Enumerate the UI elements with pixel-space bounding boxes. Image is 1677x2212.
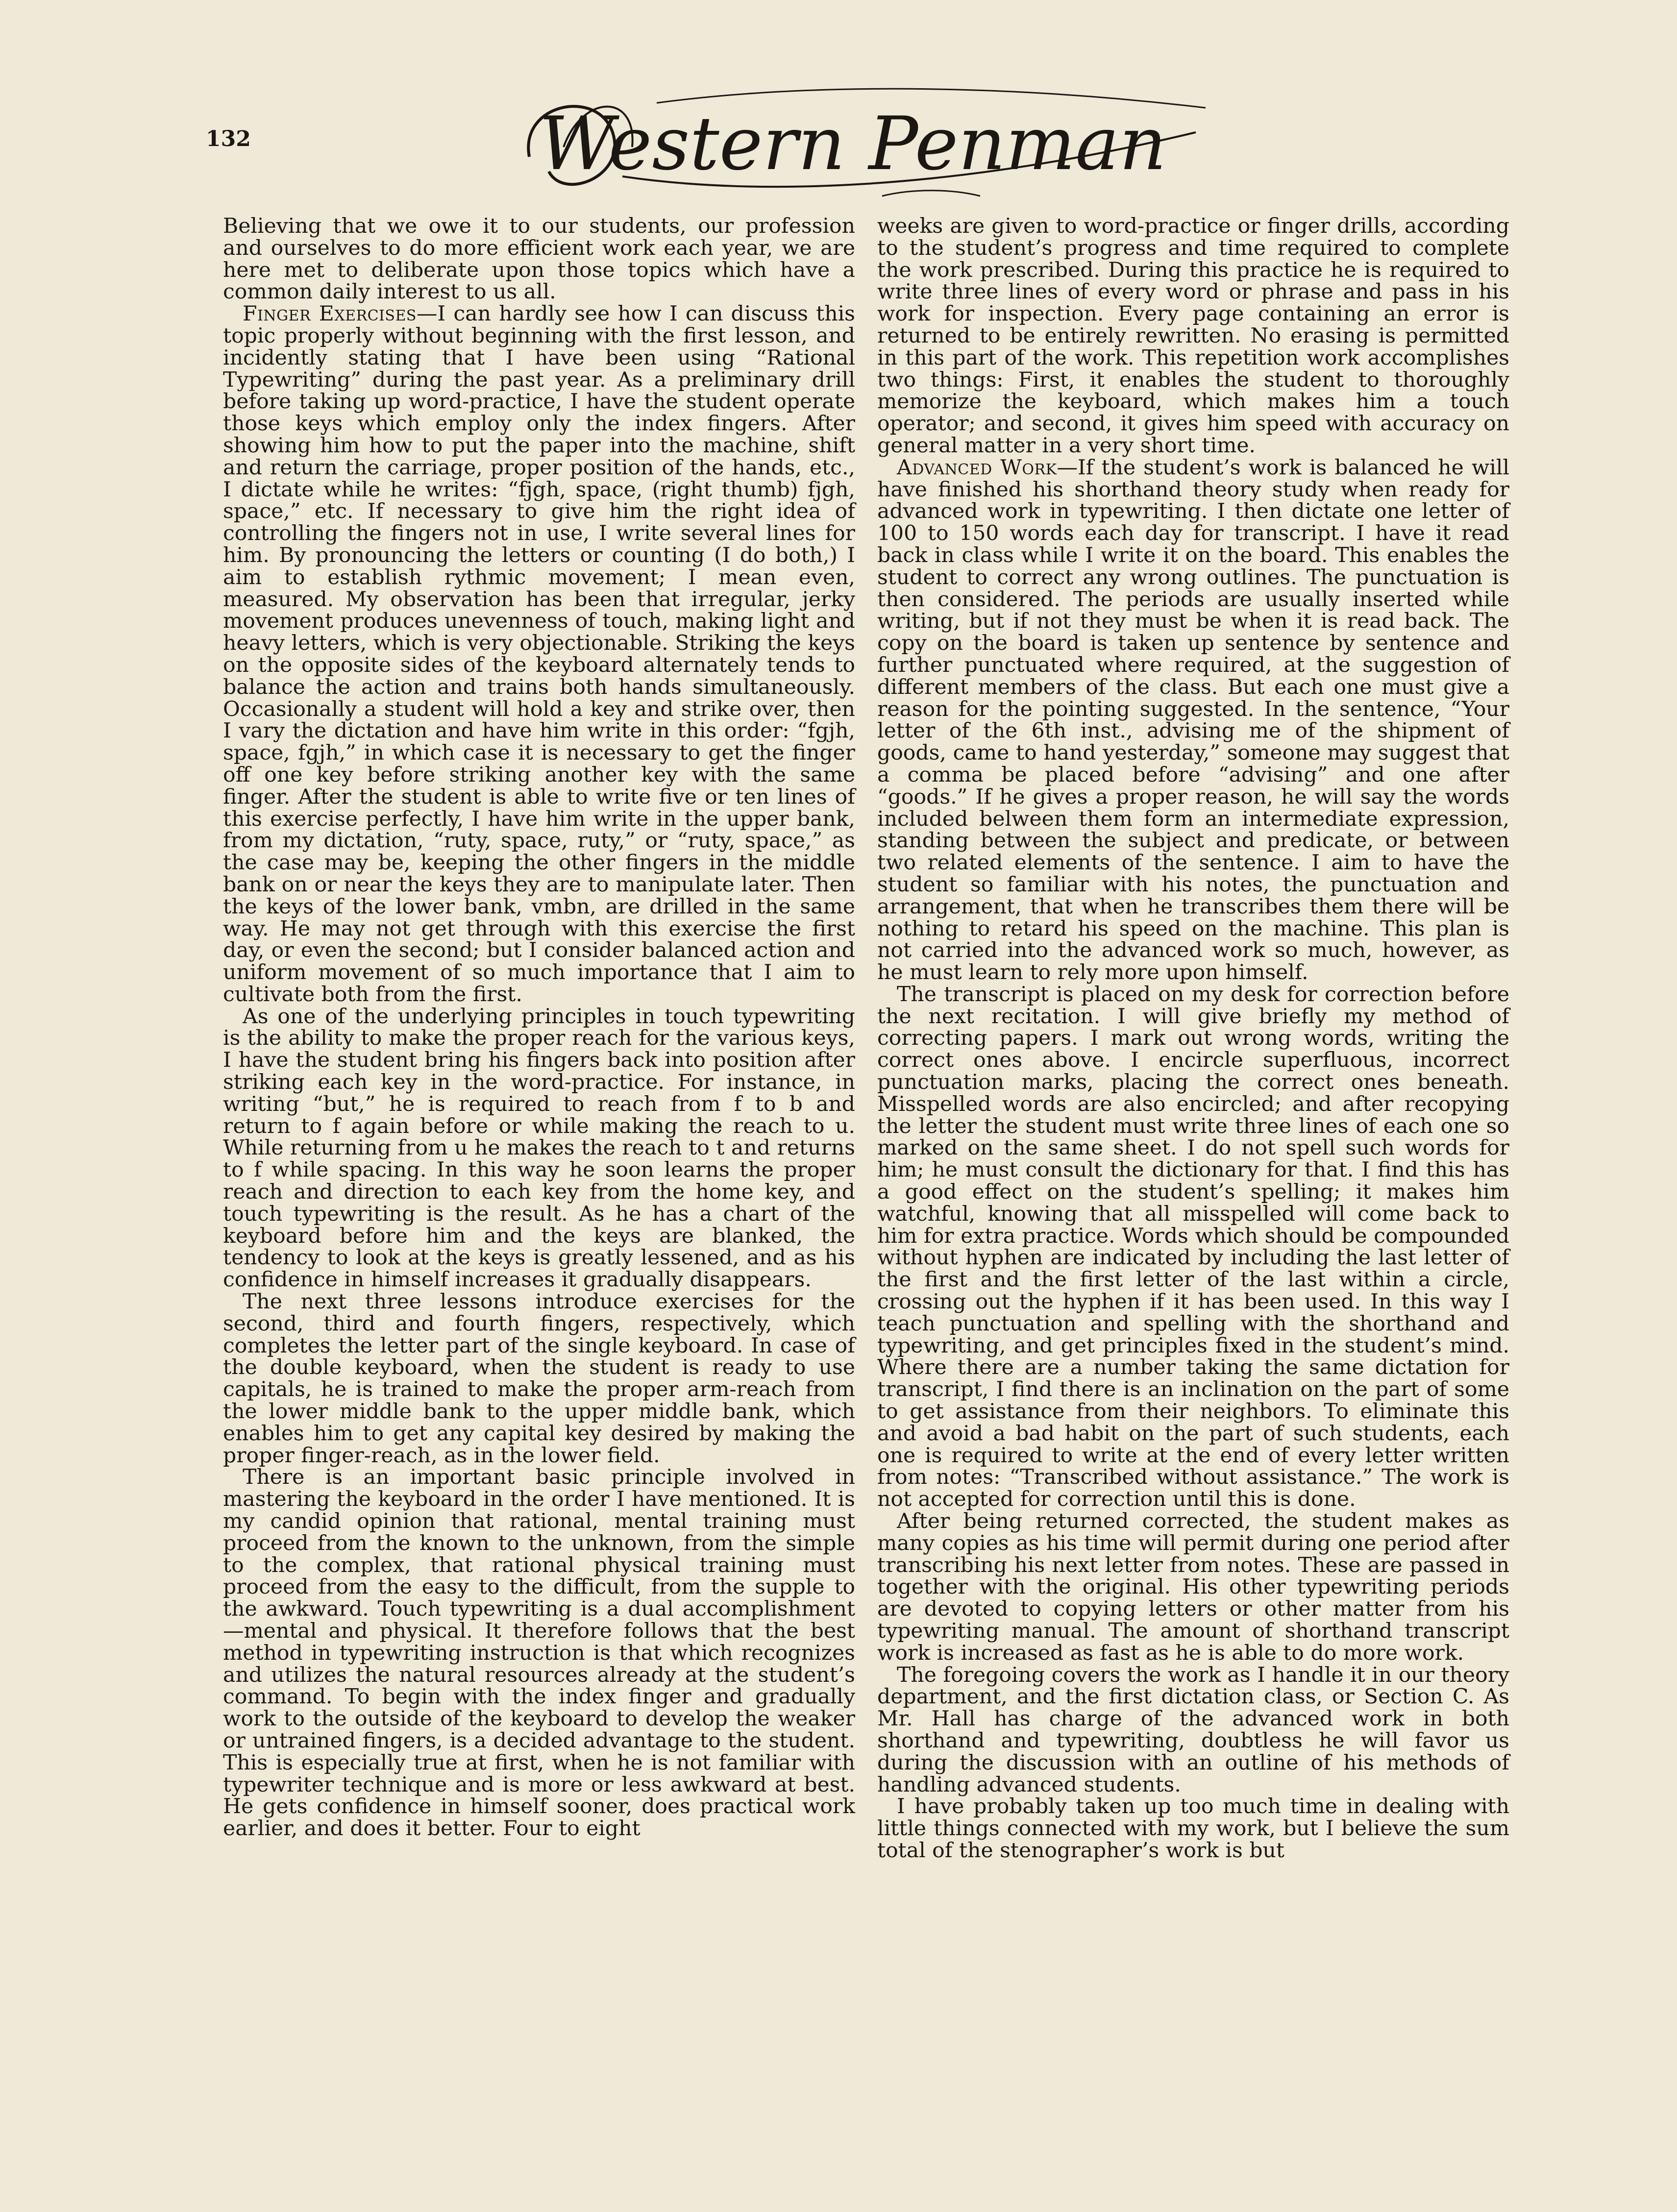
paragraph: Believing that we owe it to our students, our profession and ourselves to do more efficient work each year, we are here met to deliberate upon those topics which have a common daily interest to us all. [223,214,855,304]
paragraph [877,457,1509,984]
paragraph: The transcript is placed on my desk for correction before the next recitation. I will give briefly my method of correcting papers. I mark out wrong words, writing the correct ones above. I encircle superfluous, incorrect punctuation marks, placing the correct ones beneath. Misspelled words are also encircled; and after recopying the letter the student must write three lines of each one so marked on the same sheet. I do not spell such words for him; he must consult the dictionary for that. I find this has a good effect on the student’s spelling; it makes him watchful, knowing that all misspelled will come back to him for extra practice. Words which should be compounded without hyphen are indicated by including the last letter of the first and the first letter of the last within a circle, crossing out the hyphen if it has been used. In this way I teach punctuation and spelling with the shorthand and typewriting, and get principles fixed in the student’s mind. Where there are a number taking the same dictation for transcript, I find there is an inclination on the part of some to get assistance from their neighbors. To eliminate this and avoid a bad habit on the part of such students, each one is required to write at the end of every letter written from notes: “Transcribed without assistance.” The work is not accepted for correction until this is done. [877,982,1509,1512]
paragraph-body: —I can hardly see how I can discuss this topic properly without beginning with the first lesson, and incidently stating that I have been using “Rational Typewriting” during the past year. As a preliminary drill before taking up word-practice, I have the student operate those keys which employ only the index fingers. After showing him how to put the paper into the machine, shift and return the carriage, proper position of the hands, etc., I dictate while he writes: “fjgh, space, (right thumb) fjgh, space,” etc. If necessary to give him the right idea of controlling the fingers not in use, I write several lines for him. By pronouncing the letters or counting (I do both,) I aim to establish rythmic movement; I mean even, measured. My observation has been that irregular, jerky movement produces unevenness of touch, making light and heavy letters, which is very objectionable. Striking the keys on the opposite sides of the keyboard alternately tends to balance the action and trains both hands simultaneously. Occasionally a student will hold a key and strike over, then I vary the dictation and have him write in this order: “fgjh, space, fgjh,” in which case it is necessary to get the finger off one key before striking another key with the same finger. After the student is able to write five or ten lines of this exercise perfectly, I have him write in the upper bank, from my dictation, “ruty, space, ruty,” or “ruty, space,” as the case may be, keeping the other fingers in the middle bank on or near the keys they are to manipulate later. Then the keys of the lower bank, vmbn, are drilled in the same way. He may not get through with this exercise the first day, or even the second; but I consider balanced action and uniform movement of so much importance that I aim to cultivate both from the first. [223,302,855,1007]
section-heading-finger-exercises: Finger Exercises [243,302,417,326]
right-column [877,216,1509,1862]
section-heading-advanced-work: Advanced Work [897,455,1057,480]
paragraph: There is an important basic principle involved in mastering the keyboard in the order I have mentioned. It is my candid opinion that rational, mental training must proceed from the known to the unknown, from the simple to the complex, that rational physical training must proceed from the easy to the difficult, from the supple to the awkward. Touch typewriting is a dual accomplishment—mental and physical. It therefore follows that the best method in typewriting instruction is that which recognizes and utilizes the natural resources already at the student’s command. To begin with the index finger and gradually work to the outside of the keyboard to develop the weaker or untrained fingers, is a decided advantage to the student. This is especially true at first, when he is not familiar with typewriter technique and is more or less awkward at best. He gets confidence in himself sooner, does practical work earlier, and does it better. Four to eight [223,1465,855,1841]
paragraph [223,303,855,1006]
paragraph: The foregoing covers the work as I handle it in our theory department, and the first dictation class, or Section C. As Mr. Hall has charge of the advanced work in both shorthand and typewriting, doubtless he will favor us during the discussion with an outline of his methods of handling advanced students. [877,1663,1509,1797]
masthead-title: Western Penman [539,101,1167,187]
paragraph-body: —If the student’s work is balanced he will have finished his shorthand theory study when ready for advanced work in typewriting. I then dictate one letter of 100 to 150 words each day for transcript. I have it read back in class while I write it on the board. This enables the student to correct any wrong outlines. The punctuation is then considered. The periods are usually inserted while writing, but if not they must be when it is read back. The copy on the board is taken up sentence by sentence and further punctuated where required, at the suggestion of different members of the class. But each one must give a reason for the pointing suggested. In the sentence, “Your letter of the 6th inst., advising me of the shipment of goods, came to hand yesterday,” someone may suggest that a comma be placed before “advising” and one after “goods.” If he gives a proper reason, he will say the words included belween them form an intermediate expression, standing between the subject and predicate, or between two related elements of the sentence. I aim to have the student so familiar with his notes, the punctuation and arrangement, that when he transcribes them there will be nothing to retard his speed on the machine. This plan is not carried into the advanced work so much, however, as he must learn to rely more upon himself. [877,455,1509,985]
paragraph: weeks are given to word-practice or finger drills, according to the student’s progress and time required to complete the work prescribed. During this practice he is required to write three lines of every word or phrase and pass in his work for inspection. Every page containing an error is returned to be entirely rewritten. No erasing is permitted in this part of the work. This repetition work accomplishes two things: First, it enables the student to thoroughly memorize the keyboard, which makes him a touch operator; and second, it gives him speed with accuracy on general matter in a very short time. [877,214,1509,458]
page-number: 132 [206,126,251,151]
masthead-script-graphic [510,74,1220,211]
paragraph: The next three lessons introduce exercises for the second, third and fourth fingers, respectively, which completes the letter part of the single keyboard. In case of the double keyboard, when the student is ready to use capitals, he is trained to make the proper arm-reach from the lower middle bank to the upper middle bank, which enables him to get any capital key desired by making the proper finger-reach, as in the lower field. [223,1290,855,1468]
paragraph: After being returned corrected, the student makes as many copies as his time will permit during one period after transcribing his next letter from notes. These are passed in together with the original. His other typewriting periods are devoted to copying letters or other matter from his typewriting manual. The amount of shorthand transcript work is increased as fast as he is able to do more work. [877,1509,1509,1665]
paragraph: I have probably taken up too much time in dealing with little things connected with my work, but I believe the sum total of the stenographer’s work is but [877,1794,1509,1863]
left-column [223,216,855,1840]
paragraph: As one of the underlying principles in touch typewriting is the ability to make the proper reach for the various keys, I have the student bring his fingers back into position after striking each key in the word-practice. For instance, in writing “but,” he is required to reach from f to b and return to f again before or while making the reach to u. While returning from u he makes the reach to t and returns to f while spacing. In this way he soon learns the proper reach and direction to each key from the home key, and touch typewriting is the result. As he has a chart of the keyboard before him and the keys are blanked, the tendency to look at the keys is greatly lessened, and as his confidence in himself increases it gradually disappears. [223,1004,855,1292]
masthead-logo [510,74,1220,211]
